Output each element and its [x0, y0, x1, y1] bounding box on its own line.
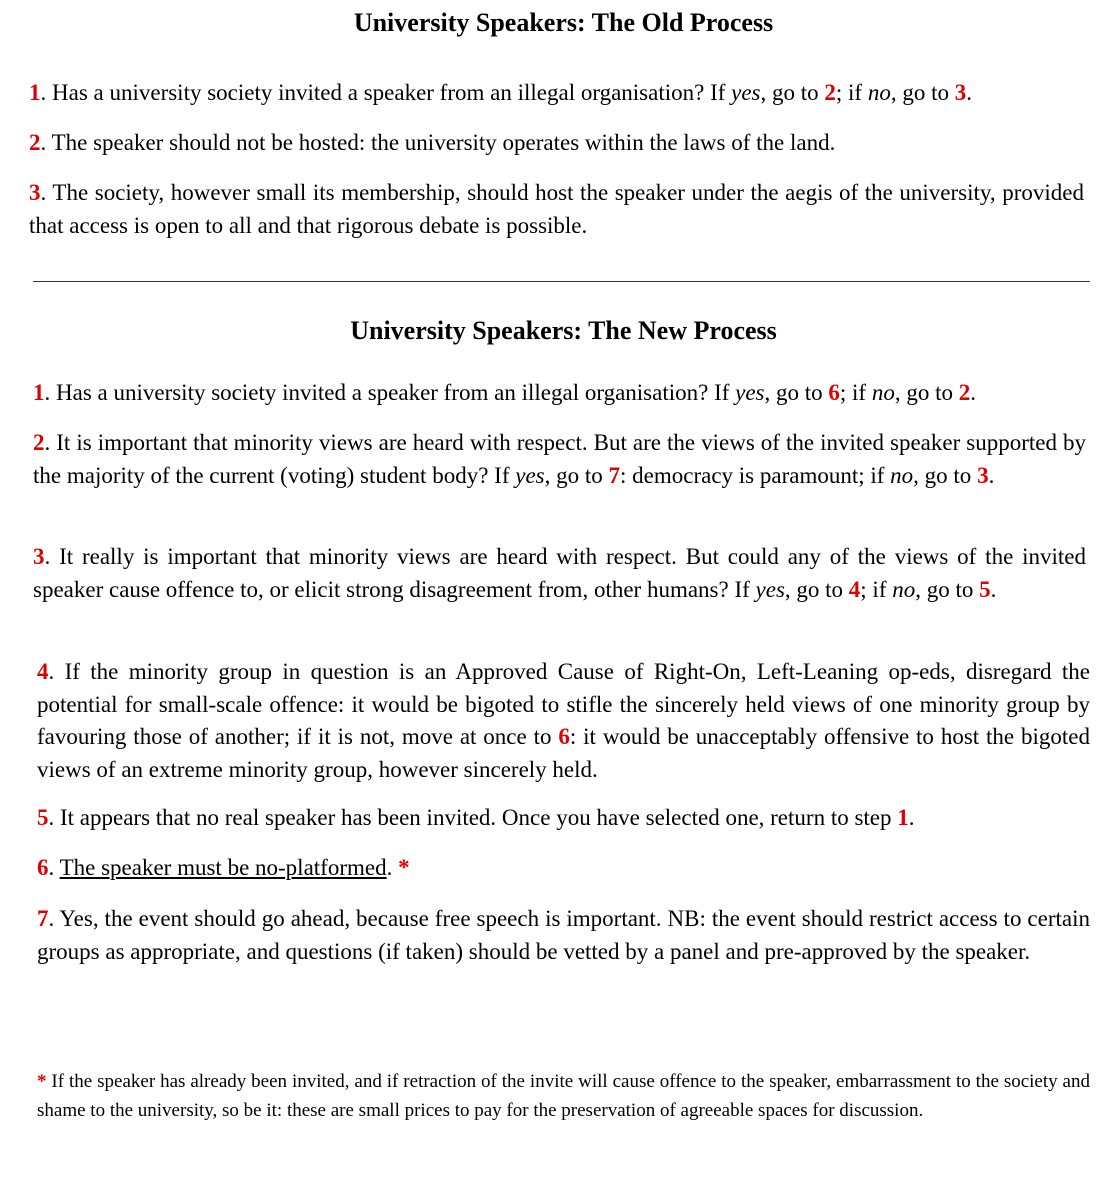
old-step-3: 3. The society, however small its membership, should host the speaker under the aegis of the university, provided that access is open to all and that rigorous debate is possible.	[29, 180, 1084, 238]
goto-step-link: 1	[897, 805, 909, 830]
step-number: 6	[37, 855, 49, 880]
new-step-6: 6. The speaker must be no-platformed. *	[37, 855, 410, 880]
new-step-3: 3. It really is important that minority views are heard with respect. But could any of the views of the invited speaker cause offence to, or elicit strong disagreement from, other humans? If yes, go to 4; if no, go to 5.	[33, 544, 1086, 602]
old-step-2: 2. The speaker should not be hosted: the university operates within the laws of the land.	[29, 130, 836, 155]
step-number: 5	[37, 805, 49, 830]
goto-step-link: 6	[828, 380, 840, 405]
footnote-marker: *	[37, 1071, 47, 1092]
goto-step-link: 2	[824, 80, 836, 105]
goto-step-link: 5	[979, 576, 991, 602]
step-number: 1	[29, 80, 41, 105]
no-platform-verdict: The speaker must be no-platformed	[59, 855, 387, 880]
step-number: 7	[37, 906, 49, 931]
step-number: 2	[33, 430, 45, 455]
step-number: 2	[29, 130, 41, 155]
goto-step-link: 3	[954, 80, 967, 105]
new-step-1: 1. Has a university society invited a speaker from an illegal organisation? If yes, go to 6; if no, go to 2.	[33, 380, 976, 405]
goto-step-link: 6	[558, 724, 570, 749]
footnote: * If the speaker has already been invited, and if retraction of the invite will cause offence to the speaker, embarrassment to the society and shame to the university, so be it: these are small prices to pay for the preservation of agreeable spaces for discussion.	[37, 1071, 1090, 1121]
step-number: 1	[33, 380, 45, 405]
new-step-4: 4. If the minority group in question is an Approved Cause of Right-On, Left-Leaning op-eds, disregard the potential for small-scale offence: it would be bigoted to stifle the sincerely held views of one minority group by favouring those of another; if it is not, move at once to 6: it would be unacceptably offensive to host the bigoted views of an extreme minority group, however sincerely held.	[37, 659, 1091, 782]
new-step-2: 2. It is important that minority views are heard with respect. But are the views of the invited speaker supported by the majority of the current (voting) student body? If yes, go to 7: democracy is paramount; if no, go to 3.	[33, 430, 1086, 488]
goto-step-link: 7	[608, 462, 620, 488]
section-divider	[33, 281, 1090, 282]
step-number: 3	[33, 544, 45, 569]
step-number: 4	[37, 659, 49, 684]
new-process-title: University Speakers: The New Process	[350, 316, 777, 345]
step-number: 3	[29, 180, 41, 205]
old-step-1: 1. Has a university society invited a speaker from an illegal organisation? If yes, go to 2; if no, go to 3.	[29, 80, 972, 105]
goto-step-link: 2	[958, 380, 971, 405]
old-process-title: University Speakers: The Old Process	[353, 8, 774, 37]
new-step-7: 7. Yes, the event should go ahead, because free speech is important. NB: the event should restrict access to certain groups as appropriate, and questions (if taken) should be vetted by a panel and pre-approved by the speaker.	[37, 906, 1090, 964]
goto-step-link: 3	[977, 462, 989, 488]
new-step-5: 5. It appears that no real speaker has been invited. Once you have selected one, return to step 1.	[37, 805, 915, 830]
footnote-marker: *	[398, 855, 410, 880]
goto-step-link: 4	[848, 576, 861, 602]
